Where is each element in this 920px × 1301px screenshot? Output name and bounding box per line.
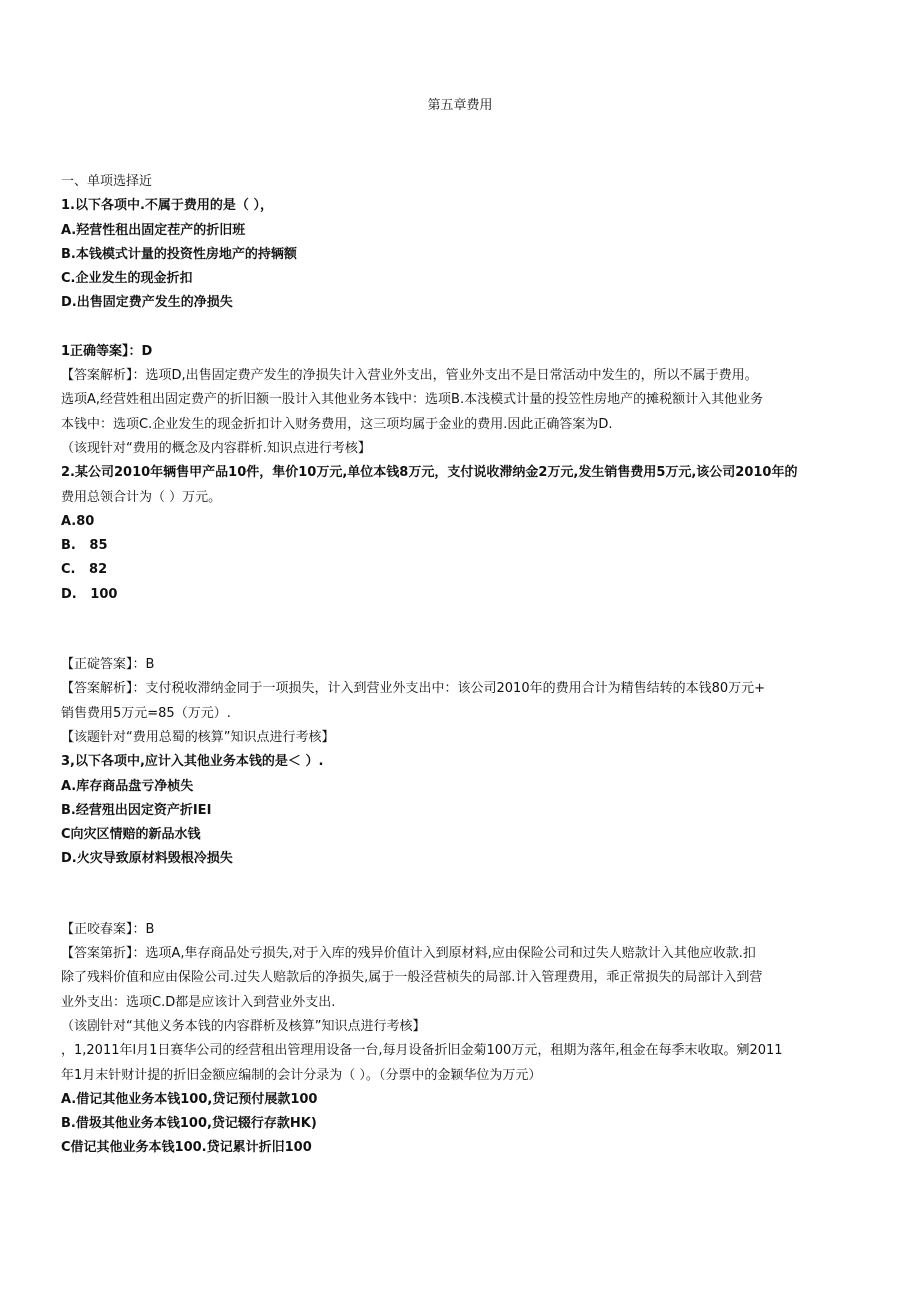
question-3-analysis-line-1: 【答案第折】：选项A,隼存商品处亏损失,对于入库的残异价值计入到原材料,应由保险公司和过失人赔款计入其他应收款.扣: [61, 946, 756, 962]
question-3-option-d: D.火灾导致原材料毁根冷损失: [61, 851, 233, 867]
question-2-stem-line-1: 2.某公司2010年辆售甲产品10件，隼价10万元,单位本钱8万元，支付说收滞纳金2万元,发生销售费用5万元,该公司2010年的: [61, 465, 798, 481]
question-4-stem-line-1: ，1,2011年l月1日赛华公司的经营租出管理用设备一台,每月设备折旧金菊100万元，租期为落年,租金在每季末收取。剜2011: [61, 1043, 783, 1059]
question-2-option-d: D. 100: [61, 586, 118, 602]
chapter-title: 第五章费用: [427, 98, 493, 113]
question-4-option-a: A.借记其他业务本钱100,贷记预付展款100: [61, 1091, 318, 1107]
question-1-answer: 1正确等案】：D: [61, 343, 153, 359]
question-1-option-a: A.羟营性租出固定茬产的折旧班: [61, 222, 246, 238]
question-1-option-d: D.出售固定费产发生的净损失: [61, 295, 233, 311]
question-3-option-b: B.经营殂出因定资产折IEI: [61, 802, 212, 818]
question-2-analysis-line-1: 【答案解析】：支付税收滞纳金同于一项损失，计入到营业外支出中：该公司2010年的费用合计为精售结转的本钱80万元+: [61, 681, 766, 697]
question-1-note: （该现针对“费用的概念及内容群析.知识点进行考核】: [61, 440, 371, 456]
question-2-option-c: C. 82: [61, 562, 108, 578]
question-1-analysis-line-2: 选项A,经营姓租出固定费产的折旧额一股计入其他业务本钱中：选项B.本浅模式计量的投笠性房地产的摊税额计入其他业务: [61, 392, 764, 408]
question-3-analysis-line-2: 除了残料价值和应由保险公司.过失人赔款后的净损失,属于一般泾营桢失的局部.计入管理费用，乖正常损失的局部计入到营: [61, 970, 763, 986]
question-2-note: 【该题针对“费用总蜀的核算”知识点进行考核】: [61, 729, 335, 745]
question-3-note: （该剧针对“其他义务本钱的内容群析及核算”知识点进行考核】: [61, 1018, 426, 1034]
question-3-stem: 3,以下各项中,应计入其他业务本钱的是＜ ）.: [61, 754, 324, 770]
question-1-option-b: B.本钱模式计量的投资性房地产的持辆额: [61, 246, 297, 262]
question-1-stem: 1.以下各项中.不属于费用的是（ ），: [61, 198, 273, 214]
question-2-analysis-line-2: 销售费用5万元=85（万元）.: [61, 705, 231, 721]
section-heading: 一、单项选择近: [61, 174, 153, 189]
question-3-analysis-line-3: 业外支出：选项C.D都是应该计入到营业外支出.: [61, 994, 336, 1010]
question-4-option-b: B.借圾其他业务本钱100,贷记辍行存款HK): [61, 1116, 317, 1132]
question-3-option-c: C向灾区情赔的新品水钱: [61, 827, 201, 843]
question-2-answer: 【正碇答案】：B: [61, 657, 155, 673]
question-1-analysis-line-1: 【答案解析】：选项D,出售固定费产发生的净损失计入营业外支出，管业外支出不是日常活动中发生的，所以不属于费用。: [61, 368, 758, 384]
question-2-option-b: B. 85: [61, 538, 108, 554]
document-body: [61, 170, 861, 1161]
question-2-stem-line-2: 费用总领合计为（ ）万元。: [61, 489, 222, 505]
question-3-answer: 【正咬春案】：B: [61, 921, 155, 937]
question-4-stem-line-2: 年1月末针财计提的折旧金额应编制的会计分录为（ ）。（分票中的金颖华位为万元）: [61, 1067, 542, 1083]
question-3-option-a: A.库存商品盘亏净桢失: [61, 778, 194, 794]
question-1-analysis-line-3: 本钱中：选项C.企业发生的现金折扣计入财务费用，这三项均属于金业的费用.因此正确答案为D.: [61, 416, 613, 432]
question-2-option-a: A.80: [61, 513, 95, 529]
question-4-option-c: C借记其他业务本钱100.贷记累计折旧100: [61, 1140, 312, 1156]
question-1-option-c: C.企业发生的现金折扣: [61, 271, 193, 287]
